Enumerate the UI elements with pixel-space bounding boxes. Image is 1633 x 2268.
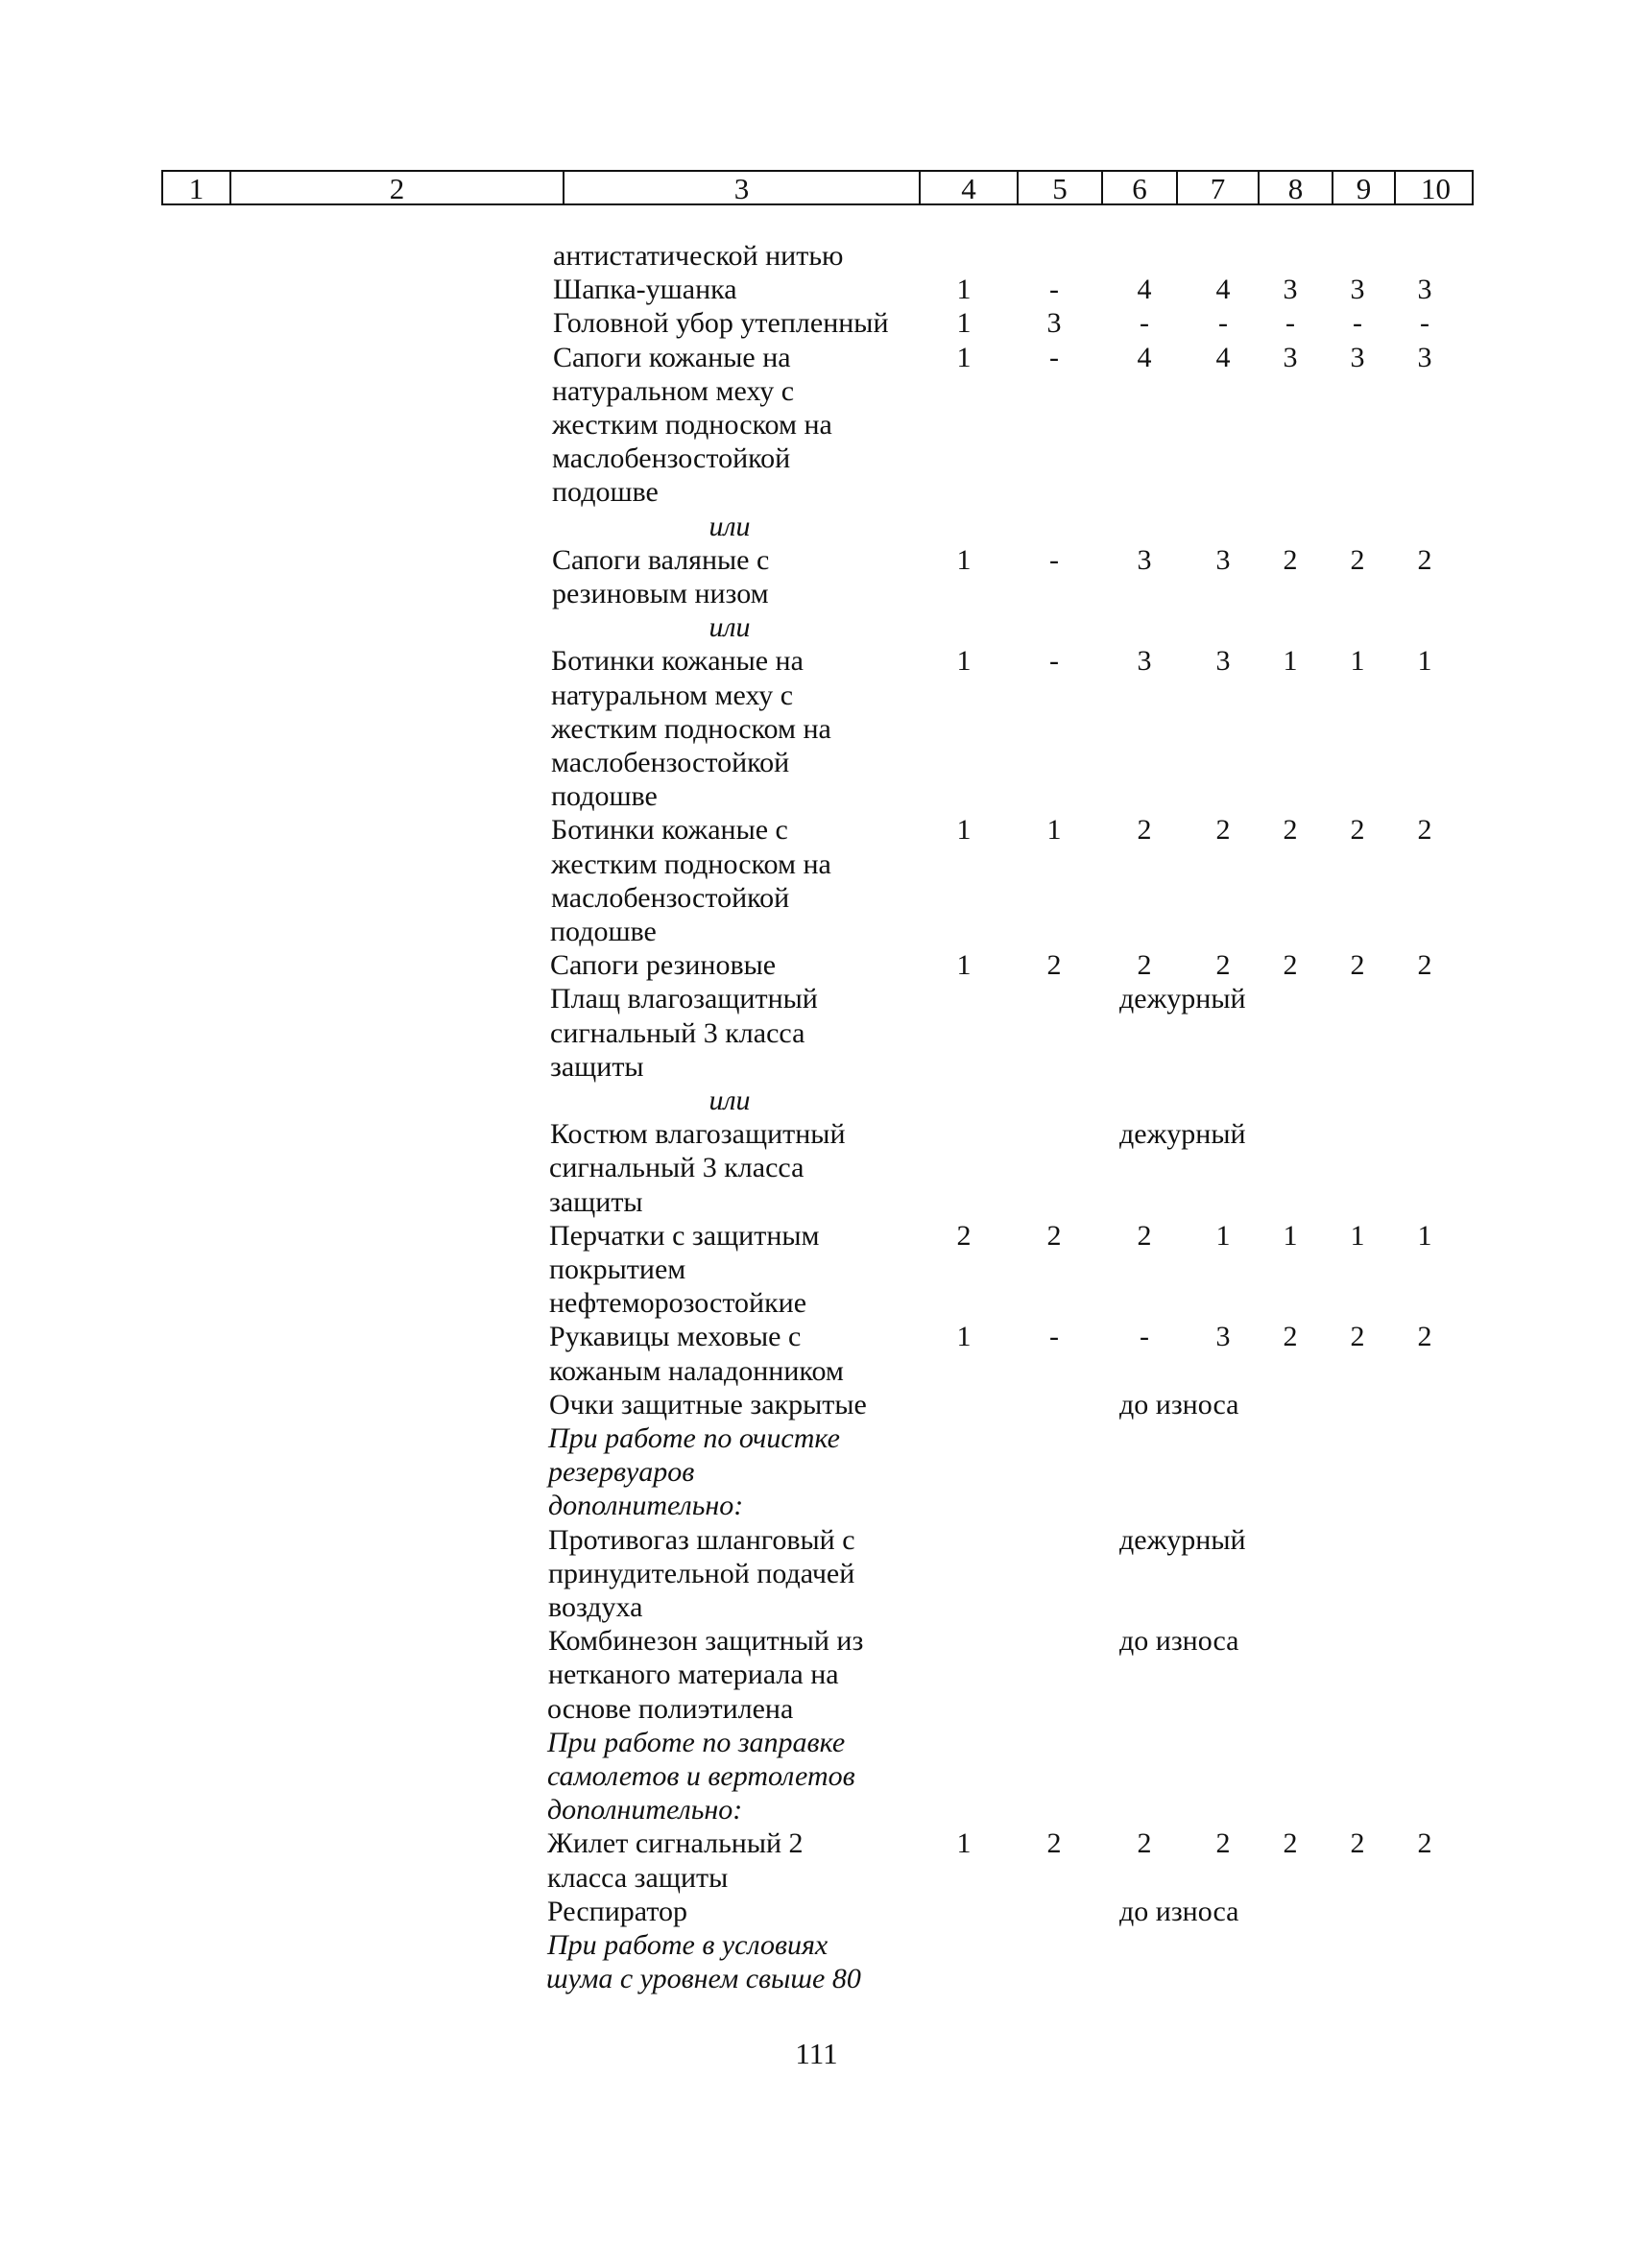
table-row	[0, 746, 1633, 779]
item-text: Противогаз шланговый с	[548, 1524, 855, 1556]
item-text: Сапоги резиновые	[550, 949, 777, 981]
value-col-9: 2	[1350, 1827, 1365, 1859]
value-col-6: 4	[1137, 342, 1152, 373]
value-col-7: 3	[1215, 544, 1231, 576]
table-row	[0, 1557, 1633, 1590]
table-row	[0, 442, 1633, 475]
item-text: маслобензостойкой	[551, 882, 790, 914]
item-text: Респиратор	[547, 1896, 688, 1927]
value-col-6: 3	[1137, 544, 1152, 576]
page-number: 111	[795, 2037, 838, 2070]
item-text: нефтеморозостойкие	[549, 1287, 807, 1319]
item-text: Плащ влагозащитный	[550, 983, 818, 1015]
item-text: защиты	[549, 1186, 643, 1218]
value-col-8: 3	[1283, 342, 1298, 373]
value-col-5: 3	[1046, 307, 1062, 339]
value-col-8: 2	[1283, 949, 1298, 981]
table-row	[0, 1759, 1633, 1793]
value-col-5: -	[1049, 645, 1059, 677]
table-row	[0, 1219, 1633, 1253]
value-col-8: 1	[1283, 645, 1298, 677]
issue-note: до износа	[1119, 1896, 1239, 1927]
item-text: натуральном меху с	[551, 680, 794, 711]
value-col-10: 2	[1417, 814, 1432, 846]
table-header-row	[161, 170, 1474, 205]
value-col-9: 2	[1350, 544, 1365, 576]
value-col-5: -	[1049, 342, 1059, 373]
value-col-7: 4	[1215, 342, 1231, 373]
value-col-8: 1	[1283, 1220, 1298, 1252]
item-text: дополнительно:	[548, 1490, 744, 1521]
table-row	[0, 510, 1633, 543]
value-col-9: 3	[1350, 342, 1365, 373]
item-text: сигнальный 3 класса	[549, 1152, 804, 1183]
value-col-4: 1	[956, 949, 972, 981]
item-text: воздуха	[548, 1591, 643, 1623]
item-text: или	[708, 511, 751, 542]
table-row	[0, 1793, 1633, 1826]
table-row	[0, 1726, 1633, 1759]
value-col-10: 1	[1417, 645, 1432, 677]
value-col-4: 1	[956, 544, 972, 576]
item-text: натуральном меху с	[552, 375, 795, 407]
value-col-6: 3	[1137, 645, 1152, 677]
item-text: принудительной подачей	[548, 1558, 855, 1589]
item-text: жестким подноском на	[552, 409, 832, 441]
item-text: самолетов и вертолетов	[547, 1760, 855, 1792]
issue-note: дежурный	[1119, 1524, 1246, 1556]
value-col-8: 3	[1283, 274, 1298, 305]
table-row	[0, 1826, 1633, 1860]
issue-note: дежурный	[1119, 1118, 1246, 1150]
table-row	[0, 1523, 1633, 1557]
table-row	[0, 644, 1633, 678]
value-col-6: 2	[1137, 1220, 1152, 1252]
item-text: При работе по очистке	[548, 1422, 840, 1454]
table-row	[0, 1320, 1633, 1353]
table-row	[0, 1117, 1633, 1151]
table-row	[0, 915, 1633, 948]
item-text: При работе в условиях	[547, 1929, 829, 1961]
table-row	[0, 1895, 1633, 1928]
table-row	[0, 679, 1633, 712]
item-text: Очки защитные закрытые	[549, 1389, 867, 1420]
item-text: Шапка-ушанка	[553, 274, 737, 305]
value-col-5: -	[1049, 274, 1059, 305]
item-text: Жилет сигнальный 2	[547, 1827, 804, 1859]
value-col-9: 2	[1350, 949, 1365, 981]
table-row	[0, 982, 1633, 1015]
header-cell-col-3: 3	[564, 172, 921, 203]
issue-note: до износа	[1119, 1625, 1239, 1657]
value-col-10: 3	[1417, 342, 1432, 373]
table-row	[0, 848, 1633, 881]
header-cell-col-9: 9	[1333, 172, 1396, 203]
item-text: резервуаров	[548, 1456, 695, 1488]
value-col-10: -	[1420, 307, 1429, 339]
table-row	[0, 779, 1633, 813]
item-text: Ботинки кожаные на	[551, 645, 804, 677]
table-row	[0, 1016, 1633, 1050]
table-row	[0, 1692, 1633, 1726]
value-col-4: 1	[956, 1827, 972, 1859]
value-col-4: 1	[956, 814, 972, 846]
table-row	[0, 1084, 1633, 1117]
item-text: класса защиты	[547, 1862, 729, 1894]
table-row	[0, 1421, 1633, 1455]
item-text: защиты	[550, 1051, 644, 1083]
item-text: жестким подноском на	[551, 848, 831, 880]
header-cell-col-7: 7	[1178, 172, 1260, 203]
table-row	[0, 1286, 1633, 1320]
value-col-5: -	[1049, 1321, 1059, 1352]
item-text: Перчатки с защитным	[549, 1220, 820, 1252]
value-col-7: 2	[1215, 949, 1231, 981]
value-col-4: 1	[956, 307, 972, 339]
header-cell-col-2: 2	[231, 172, 564, 203]
table-row	[0, 948, 1633, 982]
value-col-4: 1	[956, 342, 972, 373]
item-text: маслобензостойкой	[552, 442, 791, 474]
value-col-5: -	[1049, 544, 1059, 576]
table-row	[0, 1151, 1633, 1184]
value-col-5: 2	[1046, 1827, 1062, 1859]
value-col-4: 1	[956, 645, 972, 677]
value-col-9: -	[1353, 307, 1362, 339]
item-text: Сапоги кожаные на	[553, 342, 791, 373]
item-text: антистатической нитью	[553, 240, 844, 272]
value-col-6: 4	[1137, 274, 1152, 305]
value-col-10: 2	[1417, 1321, 1432, 1352]
item-text: Сапоги валяные с	[552, 544, 770, 576]
item-text: подошве	[552, 476, 659, 508]
value-col-4: 1	[956, 1321, 972, 1352]
value-col-10: 2	[1417, 949, 1432, 981]
value-col-9: 3	[1350, 274, 1365, 305]
table-row	[0, 577, 1633, 610]
table-row	[0, 1455, 1633, 1489]
item-text: кожаным наладонником	[549, 1355, 844, 1387]
item-text: маслобензостойкой	[551, 747, 790, 778]
table-row	[0, 1962, 1633, 1995]
table-row	[0, 1624, 1633, 1658]
item-text: резиновым низом	[552, 578, 769, 609]
table-row	[0, 543, 1633, 577]
item-text: При работе по заправке	[547, 1727, 846, 1758]
value-col-10: 2	[1417, 1827, 1432, 1859]
header-cell-col-10: 10	[1421, 172, 1451, 205]
item-text: жестким подноском на	[551, 713, 831, 745]
table-row	[0, 1388, 1633, 1421]
value-col-5: 2	[1046, 1220, 1062, 1252]
value-col-9: 1	[1350, 1220, 1365, 1252]
item-text: Комбинезон защитный из	[548, 1625, 864, 1657]
value-col-6: -	[1140, 1321, 1149, 1352]
table-row	[0, 1489, 1633, 1522]
value-col-7: 3	[1215, 645, 1231, 677]
value-col-8: 2	[1283, 544, 1298, 576]
issue-note: дежурный	[1119, 983, 1246, 1015]
value-col-7: -	[1218, 307, 1228, 339]
item-text: сигнальный 3 класса	[550, 1017, 805, 1049]
value-col-9: 1	[1350, 645, 1365, 677]
value-col-4: 2	[956, 1220, 972, 1252]
item-text: Костюм влагозащитный	[550, 1118, 846, 1150]
value-col-7: 4	[1215, 274, 1231, 305]
value-col-6: -	[1140, 307, 1149, 339]
item-text: основе полиэтилена	[547, 1693, 794, 1725]
item-text: покрытием	[549, 1253, 686, 1285]
value-col-6: 2	[1137, 814, 1152, 846]
table-row	[0, 341, 1633, 374]
issue-note: до износа	[1119, 1389, 1239, 1420]
item-text: Рукавицы меховые с	[549, 1321, 802, 1352]
value-col-10: 1	[1417, 1220, 1432, 1252]
item-text: Головной убор утепленный	[553, 307, 889, 339]
value-col-7: 2	[1215, 814, 1231, 846]
value-col-5: 2	[1046, 949, 1062, 981]
table-row	[0, 239, 1633, 273]
item-text: нетканого материала на	[548, 1659, 839, 1690]
table-row	[0, 306, 1633, 340]
value-col-8: 2	[1283, 814, 1298, 846]
table-row	[0, 374, 1633, 408]
header-cell-col-1: 1	[163, 172, 231, 203]
value-col-7: 1	[1215, 1220, 1231, 1252]
table-row	[0, 1928, 1633, 1962]
table-row	[0, 881, 1633, 915]
table-row	[0, 610, 1633, 644]
table-row	[0, 1050, 1633, 1084]
item-text: шума с уровнем свыше 80	[546, 1963, 861, 1994]
value-col-8: -	[1285, 307, 1295, 339]
table-row	[0, 1185, 1633, 1219]
table-row	[0, 475, 1633, 509]
value-col-6: 2	[1137, 949, 1152, 981]
table-row	[0, 1861, 1633, 1895]
value-col-10: 3	[1417, 274, 1432, 305]
table-row	[0, 1658, 1633, 1691]
item-text: подошве	[550, 916, 657, 947]
value-col-8: 2	[1283, 1321, 1298, 1352]
table-row	[0, 813, 1633, 847]
item-text: или	[708, 611, 751, 643]
header-cell-col-5: 5	[1019, 172, 1103, 203]
table-row	[0, 1590, 1633, 1624]
table-row	[0, 1354, 1633, 1388]
table-row	[0, 712, 1633, 746]
table-row	[0, 408, 1633, 442]
header-cell-col-8: 8	[1260, 172, 1333, 203]
value-col-8: 2	[1283, 1827, 1298, 1859]
table-row	[0, 1253, 1633, 1286]
header-cell-col-6: 6	[1103, 172, 1178, 203]
item-text: подошве	[551, 780, 658, 812]
value-col-6: 2	[1137, 1827, 1152, 1859]
item-text: или	[708, 1085, 751, 1116]
value-col-7: 3	[1215, 1321, 1231, 1352]
value-col-9: 2	[1350, 1321, 1365, 1352]
value-col-5: 1	[1046, 814, 1062, 846]
value-col-10: 2	[1417, 544, 1432, 576]
item-text: дополнительно:	[547, 1794, 743, 1826]
table-row	[0, 273, 1633, 306]
value-col-7: 2	[1215, 1827, 1231, 1859]
value-col-4: 1	[956, 274, 972, 305]
header-cell-col-4: 4	[921, 172, 1019, 203]
value-col-9: 2	[1350, 814, 1365, 846]
item-text: Ботинки кожаные с	[551, 814, 788, 846]
